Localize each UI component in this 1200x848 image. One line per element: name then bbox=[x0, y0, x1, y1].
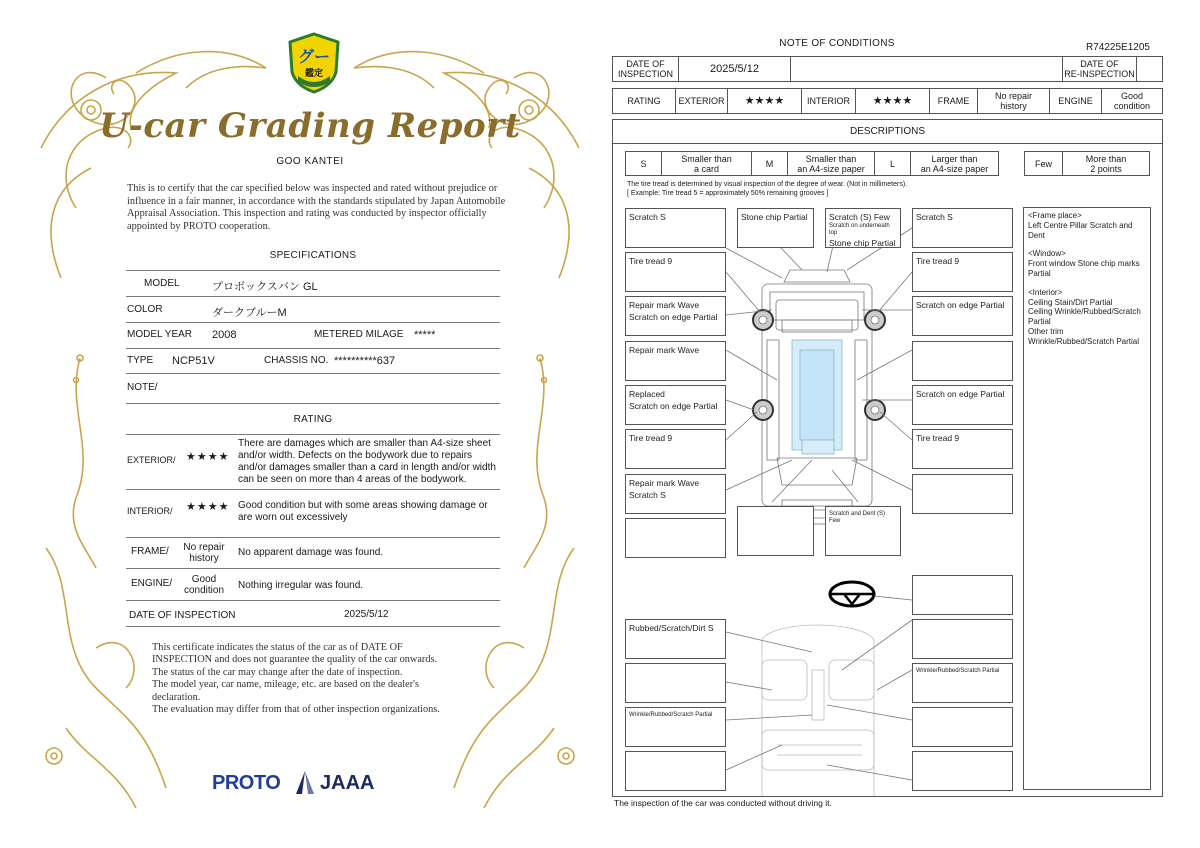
chassis-value: **********637 bbox=[334, 355, 396, 367]
divider bbox=[126, 322, 500, 323]
engine-value: Good condition bbox=[183, 574, 225, 596]
report-subtitle: GOO KANTEI bbox=[276, 156, 344, 167]
divider bbox=[126, 626, 500, 627]
legend-m-desc: Smaller than an A4-size paper bbox=[788, 152, 875, 175]
interior-note-box bbox=[912, 575, 1013, 615]
size-legend bbox=[625, 151, 999, 176]
damage-note-box: Scratch S bbox=[625, 208, 726, 248]
model-year-label: MODEL YEAR bbox=[127, 329, 193, 340]
chassis-label: CHASSIS NO. bbox=[264, 355, 329, 366]
legend-few-desc: More than 2 points bbox=[1085, 153, 1127, 174]
damage-note-box bbox=[912, 341, 1013, 381]
damage-note-box bbox=[625, 518, 726, 558]
damage-note-box: Repair mark Wave Scratch on edge Partial bbox=[625, 296, 726, 336]
conditions-title: NOTE OF CONDITIONS bbox=[779, 38, 895, 49]
legend-s-desc: Smaller than a card bbox=[662, 152, 752, 175]
color-label: COLOR bbox=[127, 304, 163, 315]
legend-few-key: Few bbox=[1025, 152, 1063, 175]
model-year-value: 2008 bbox=[212, 329, 237, 341]
exterior-label: EXTERIOR/ bbox=[127, 455, 176, 465]
re-inspection-value bbox=[1137, 57, 1200, 81]
divider bbox=[126, 568, 500, 569]
rating-label: RATING bbox=[613, 89, 676, 113]
svg-text:鑑定: 鑑定 bbox=[304, 69, 324, 79]
exterior-label: EXTERIOR bbox=[676, 89, 728, 113]
side-notes-panel: <Frame place> Left Centre Pillar Scratch and Dent <Window> Front window Stone chip marks Partial <Interior> Ceiling Stain/Dirt Partial Ceiling Wrinkle/Rubbed/Scratch Partial Other trim Wrinkle/Rubbed/Scratch Partial bbox=[1023, 207, 1151, 790]
divider bbox=[126, 296, 500, 297]
frame-value: No repair history bbox=[978, 89, 1050, 113]
frame-label: FRAME bbox=[930, 89, 978, 113]
damage-note-box bbox=[737, 506, 814, 556]
exterior-stars: ★★★★ bbox=[728, 89, 802, 113]
damage-note-box: Tire tread 9 bbox=[625, 252, 726, 292]
interior-note-box bbox=[912, 619, 1013, 659]
divider bbox=[126, 600, 500, 601]
type-label: TYPE bbox=[127, 355, 154, 366]
frame-description: No apparent damage was found. bbox=[238, 547, 384, 558]
disclaimer: This certificate indicates the status of the car as of DATE OF INSPECTION and does not guarantee the quality of the car onwards. The status of the car may change after the date of inspection. The model year, car name, mileage, etc. are based on the dealer's declaration. The evaluation may differ from that of other inspection organizations. bbox=[152, 642, 440, 716]
engine-value: Good condition bbox=[1113, 91, 1151, 111]
date-of-inspection-value: 2025/5/12 bbox=[679, 57, 791, 81]
date-of-inspection-label: DATE OF INSPECTION bbox=[613, 57, 679, 81]
frame-value: No repair history bbox=[183, 542, 225, 564]
metered-mileage-label: METERED MILAGE bbox=[314, 329, 404, 340]
legend-s-key: S bbox=[626, 152, 662, 175]
exterior-stars: ★★★★ bbox=[186, 451, 230, 463]
frame-label: FRAME/ bbox=[131, 546, 169, 557]
model-value: プロボックスバン GL bbox=[212, 281, 318, 293]
legend-m-key: M bbox=[752, 152, 788, 175]
divider bbox=[126, 434, 500, 435]
tire-tread-note: The tire tread is determined by visual inspection of the degree of wear. (Not in millimeters). [ Example: Tire tread 5 = approximately 50% remaining grooves ] bbox=[627, 181, 908, 197]
damage-note-box: Scratch on edge Partial bbox=[912, 296, 1013, 336]
rating-row bbox=[612, 88, 1163, 114]
interior-note-box bbox=[625, 751, 726, 791]
interior-note-box bbox=[912, 707, 1013, 747]
damage-note-box: Scratch (S) Few Scratch on underneath top Stone chip Partial bbox=[825, 208, 901, 248]
interior-note-box: Wrinkle/Rubbed/Scratch Partial bbox=[912, 663, 1013, 703]
interior-stars: ★★★★ bbox=[856, 89, 930, 113]
divider bbox=[126, 403, 500, 404]
goo-kantei-badge-icon bbox=[286, 32, 342, 94]
color-value: ダークブルーM bbox=[212, 307, 287, 319]
interior-note-box bbox=[912, 751, 1013, 791]
divider bbox=[126, 270, 500, 271]
legend-l-desc: Larger than an A4-size paper bbox=[920, 153, 989, 174]
jaaa-logo-icon bbox=[294, 770, 316, 796]
damage-note-box: Tire tread 9 bbox=[625, 429, 726, 469]
damage-note-box: Repair mark Wave bbox=[625, 341, 726, 381]
date-of-inspection-label: DATE OF INSPECTION bbox=[129, 610, 236, 621]
interior-note-box bbox=[625, 663, 726, 703]
divider bbox=[126, 489, 500, 490]
damage-note-box: Scratch S bbox=[912, 208, 1013, 248]
rating-heading: RATING bbox=[293, 414, 333, 425]
engine-label: ENGINE/ bbox=[131, 578, 173, 589]
empty-cell bbox=[791, 57, 1063, 81]
interior-description: Good condition but with some areas showing damage or are worn out excessively bbox=[238, 500, 488, 523]
legend-l-key: L bbox=[875, 152, 911, 175]
interior-note-box: Wrinkle/Rubbed/Scratch Partial bbox=[625, 707, 726, 747]
engine-description: Nothing irregular was found. bbox=[238, 580, 364, 591]
damage-note-box: Tire tread 9 bbox=[912, 429, 1013, 469]
inspection-footnote: The inspection of the car was conducted without driving it. bbox=[614, 798, 832, 808]
metered-mileage-value: ***** bbox=[414, 329, 436, 341]
proto-logo: PROTO bbox=[212, 772, 281, 794]
grading-certificate bbox=[36, 28, 584, 818]
certify-statement: This is to certify that the car specified below was inspected and rated without prejudice or influence in a fair manner, in accordance with the standards stipulated by Japan Automobile Appraisal Association. This inspection and rating was conducted by inspector officially appointed by PROTO cooperation. bbox=[127, 183, 506, 232]
damage-note-box: Replaced Scratch on edge Partial bbox=[625, 385, 726, 425]
jaaa-logo: JAAA bbox=[320, 772, 375, 794]
damage-note-box: Tire tread 9 bbox=[912, 252, 1013, 292]
note-label: NOTE/ bbox=[127, 382, 158, 393]
divider bbox=[126, 373, 500, 374]
damage-note-box: Repair mark Wave Scratch S bbox=[625, 474, 726, 514]
damage-note-box: Scratch on edge Partial bbox=[912, 385, 1013, 425]
date-row bbox=[612, 56, 1163, 82]
model-label: MODEL bbox=[144, 278, 180, 289]
damage-note-box: Scratch and Dent (S) Few bbox=[825, 506, 901, 556]
exterior-description: There are damages which are smaller than A4-size sheet and/or width. Defects on the bodywork due to repairs and/or damages smaller than a card in length and/or width can be seen on more than 4 areas of the bodywork. bbox=[238, 438, 496, 485]
svg-text:グー: グー bbox=[297, 47, 331, 66]
descriptions-heading: DESCRIPTIONS bbox=[849, 126, 925, 137]
re-inspection-label: DATE OF RE-INSPECTION bbox=[1063, 57, 1137, 81]
interior-stars: ★★★★ bbox=[186, 501, 230, 513]
damage-note-box: Stone chip Partial bbox=[737, 208, 814, 248]
divider bbox=[126, 537, 500, 538]
specifications-heading: SPECIFICATIONS bbox=[269, 250, 357, 261]
damage-note-box bbox=[912, 474, 1013, 514]
interior-label: INTERIOR/ bbox=[127, 506, 173, 516]
divider bbox=[612, 143, 1163, 144]
type-value: NCP51V bbox=[172, 355, 215, 367]
report-id: R74225E1205 bbox=[1086, 42, 1150, 53]
divider bbox=[126, 348, 500, 349]
few-legend bbox=[1024, 151, 1150, 176]
date-of-inspection-value: 2025/5/12 bbox=[344, 609, 389, 620]
engine-label: ENGINE bbox=[1050, 89, 1102, 113]
report-title: U-car Grading Report bbox=[99, 106, 521, 146]
interior-note-box: Rubbed/Scratch/Dirt S bbox=[625, 619, 726, 659]
interior-label: INTERIOR bbox=[802, 89, 856, 113]
